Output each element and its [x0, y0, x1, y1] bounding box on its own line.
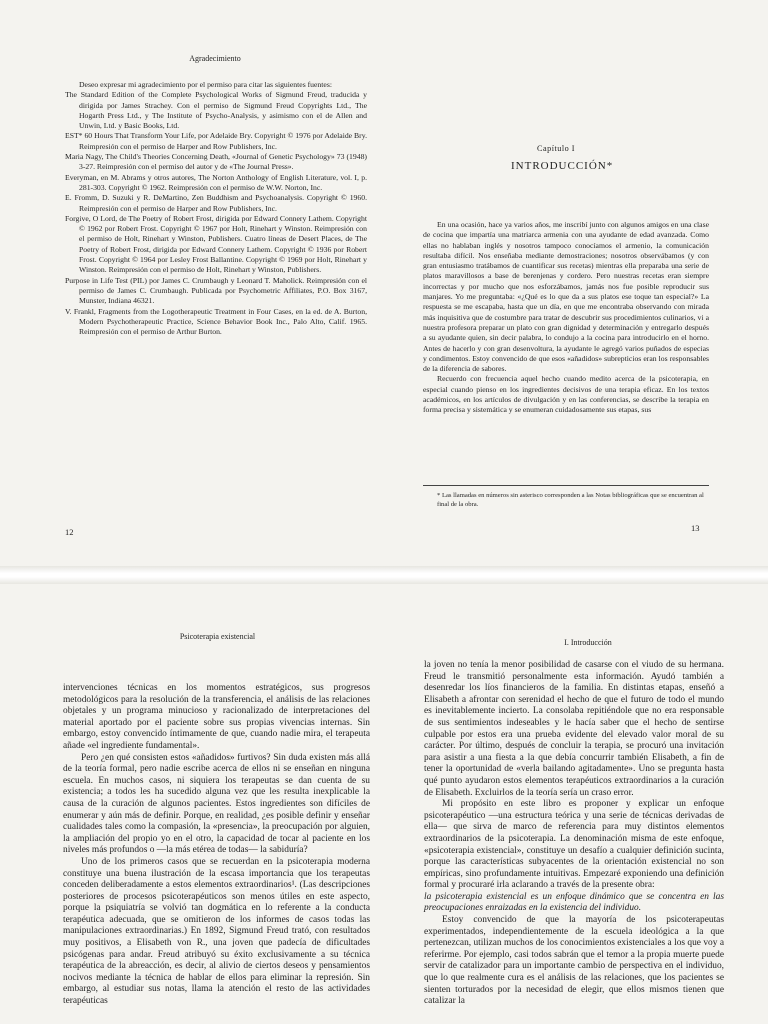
footnote: * Las llamadas en números sin asterisco corresponden a las Notas bibliográficas que se encuentran al final de la obra. — [437, 492, 704, 508]
page-introduction — [415, 48, 715, 548]
introduction-body — [423, 220, 709, 416]
page-number: 13 — [691, 523, 700, 533]
paragraph: En una ocasión, hace ya varios años, me inscribí junto con algunos amigos en una clase de cocina que impartía una matriarca armenia con una ayudante de edad avanzada. Como ellas no hablaban inglés y nosotros tampoco conocíamos el armenio, la comunicación resultaba difícil. Nos enseñaba mediante demostraciones; nosotros observábamos (y con gran entusiasmo tratábamos de cuantificar sus recetas) mientras ella preparaba una serie de platos maravillosos a base de berenjenas y cordero. Pero nuestras recetas eran siempre incorrectas y por mucho que nos esforzábamos, jamás nos fue posible reproducir sus manjares. Yo me preguntaba: «¿Qué es lo que da a sus platos ese toque tan especial?» La respuesta se me escapaba, hasta que un día, en que me encontraba observando con mirada más inquisitiva que de costumbre para tratar de descubrir sus procedimientos culinarios, vi a nuestra profesora preparar un plato con gran dignidad y determinación y entregarlo después a su ayudante quien, sin decir palabra, lo condujo a la cocina para introducirlo en el horno. Antes de hacerlo y con gran desenvoltura, la ayudante le agregó varios puñados de especias y condimentos. Estoy convencido de que esos «añadidos» subrepticios eran los responsables de la diferencia de sabores. — [423, 220, 709, 374]
running-head: Psicoterapia existencial — [179, 632, 256, 641]
paragraph: EST* 60 Hours That Transform Your Life, por Adelaide Bry. Copyright © 1976 por Adelaide Bry. Reimpresión con el permiso de Harper and Row Publishers, Inc. — [65, 131, 367, 151]
paragraph: Pero ¿en qué consisten estos «añadidos» furtivos? Sin duda existen más allá de la teoría formal, pero nadie escribe acerca de ellos ni se enseñan en ninguna escuela. En muchos casos, ni siquiera los terapeutas se dan cuenta de su existencia; a todos les ha sucedido alguna vez que les resulta inexplicable la causa de la curación de algunos pacientes. Estos ingredientes son difíciles de enumerar y aún más de definir. Porque, en realidad, ¿es posible definir y enseñar cualidades tales como la compasión, la «presencia», la preocupación por alguien, la ampliación del propio yo en el otro, la capacidad de tocar al paciente en los niveles más profundos o —la más etérea de todas— la sabiduría? — [63, 752, 370, 856]
scan-page-separator — [0, 566, 768, 584]
paragraph: Mi propósito en este libro es proponer y explicar un enfoque psicoterapéutico —una estructura teórica y una serie de técnicas derivadas de ella— que sirva de marco de referencia para muy distintos elementos extraordinarios de la psicoterapia. La denominación misma de este enfoque, «psicoterapia existencial», constituye un desafío a cualquier definición sucinta, porque las características subyacentes de la orientación existencial no son empíricas, sino profundamente intuitivas. Empezaré exponiendo una definición formal y procuraré irla aclarando a través de la presente obra: — [424, 799, 724, 891]
page-existential-psychotherapy — [55, 630, 380, 1024]
paragraph: la joven no tenía la menor posibilidad de casarse con el viudo de su hermana. Freud le transmitió personalmente esta información. Ayudó también a desenredar los líos financieros de la familia. En distintas etapas, enseñó a Elisabeth a afrontar con serenidad el hecho de que el futuro de todo el mundo es inevitablemente incierto. La consolaba repitiéndole que no era responsable de sus sentimientos indeseables y le hacía saber que el hecho de sentirse culpable por estos era una prueba evidente del elevado valor moral de su carácter. Por último, después de concluir la terapia, se procuró una invitación para asistir a una fiesta a la que debía concurrir también Elisabeth, a fin de tener la oportunidad de «verla bailando agitadamente». Uno se pregunta hasta qué punto ayudaron estos elementos terapéuticos extraordinarios a la curación de Elisabeth. Excluirlos de la teoría sería un craso error. — [424, 660, 724, 798]
paragraph: Uno de los primeros casos que se recuerdan en la psicoterapia moderna constituye una buena ilustración de la escasa importancia que los terapeutas conceden deliberadamente a estos elementos extraordinarios¹. (Las descripciones posteriores de procesos psicoterapéuticos son menos útiles en este aspecto, porque la psiquiatría se volvió tan dogmática en lo referente a la conducta terapéutica adecuada, que se omitieron de los informes de casos todas las manipulaciones extraordinarias.) En 1892, Sigmund Freud trató, con resultados muy positivos, a Elisabeth von R., una joven que padecía de dificultades psicógenas para andar. Freud atribuyó su éxito exclusivamente a su técnica terapéutica de la abreacción, es decir, al alivio de ciertos deseos y pensamientos nocivos mediante la técnica de hablar de ellos para eliminar la represión. Sin embargo, al estudiar sus notas, llama la atención el resto de las actividades terapéuticas — [63, 856, 370, 1007]
page-introduction-continued — [418, 630, 733, 1024]
chapter-label: Capítulo I — [537, 144, 575, 153]
page-body — [424, 660, 724, 1008]
footnote-rule — [423, 485, 709, 486]
paragraph: Estoy convencido de que la mayoría de los psicoterapeutas experimentados, independientemente de la escuela ideológica a la que pertenezcan, utilizan muchos de los conocimientos existenciales a los que voy a referirme. Por ejemplo, casi todos sabrán que el temor a la propia muerte puede servir de catalizador para un importante cambio de perspectiva en el individuo, que lo que realmente cura es el análisis de las relaciones, que los pacientes se sienten torturados por la necesidad de elegir, que ellos mismos tienen que catalizar la — [424, 915, 724, 1007]
acknowledgments-body — [65, 80, 367, 337]
paragraph: Recuerdo con frecuencia aquel hecho cuando medito acerca de la psicoterapia, en especial cuando pienso en los ingredientes decisivos de una terapia eficaz. En los textos académicos, en los artículos de divulgación y en las conferencias, se describe la terapia en forma precisa y sistemática y se enumeran cuidadosamente sus etapas, sus — [423, 374, 709, 415]
page-number: 12 — [65, 527, 74, 537]
paragraph: Purpose in Life Test (PIL) por James C. Crumbaugh y Leonard T. Maholick. Reimpresión con el permiso de James C. Crumbaugh. Publicada por Psychometric Affiliates, P.O. Box 3167, Munster, Indiana 46321. — [65, 275, 367, 306]
page-heading: Agradecimiento — [189, 54, 241, 63]
paragraph: Everyman, en M. Abrams y otros autores, The Norton Anthology of English Literature, vol. I, p. 281-303. Copyright © 1962. Reimpresión con el permiso de W.W. Norton, Inc. — [65, 172, 367, 192]
paragraph: E. Fromm, D. Suzuki y R. DeMartino, Zen Buddhism and Psychoanalysis. Copyright © 1960. Reimpresión con el permiso de Harper and Row Publishers, Inc. — [65, 193, 367, 213]
paragraph: Forgive, O Lord, de The Poetry of Robert Frost, dirigida por Edward Connery Lathem. Copyright © 1962 por Robert Frost. Copyright © 1967 por Holt, Rinehart y Winston. Reimpresión con el permiso de Holt, Rinehart y Winston, Publishers. Cuatro líneas de Desert Places, de The Poetry of Robert Frost, dirigida por Edward Connery Lathem. Copyright © 1936 por Robert Frost. Copyright © 1964 por Lesley Frost Ballantine. Copyright © 1969 por Holt, Rinehart y Winston. Reimpresión con el permiso de Holt, Rinehart y Winston, Publishers. — [65, 213, 367, 275]
paragraph: V. Frankl, Fragments from the Logotherapeutic Treatment in Four Cases, en la ed. de A. Burton, Modern Psychotherapeutic Practice, Science Behavior Book Inc., Palo Alto, Calif. 1965. Reimpresión con el permiso de Arthur Burton. — [65, 306, 367, 337]
page-acknowledgments — [55, 48, 375, 548]
paragraph: intervenciones técnicas en los momentos estratégicos, sus progresos metodológicos para la resolución de la transferencia, el análisis de las relaciones objetales y un programa minucioso y racionalizado de interpretaciones del material aportado por el paciente sobre sus propias vivencias internas. Sin embargo, estoy convencido íntimamente de que, cuando nadie mira, el terapeuta añade «el ingrediente fundamental». — [63, 683, 370, 751]
chapter-title: INTRODUCCIÓN* — [511, 160, 614, 172]
paragraph: Deseo expresar mi agradecimiento por el permiso para citar las siguientes fuentes: — [79, 80, 332, 89]
page-body — [63, 683, 370, 1008]
running-head: I. Introducción — [564, 638, 612, 647]
paragraph: The Standard Edition of the Complete Psychological Works of Sigmund Freud, traducida y dirigida por James Strachey. Con el permiso de Sigmund Freud Copyrights Ltd., The Hogarth Press Ltd., y The Institute of Psycho-Analysis, y asimismo con el de Allen and Unwin, Ltd. y Basic Books, Ltd. — [65, 90, 367, 131]
paragraph: Maria Nagy, The Child's Theories Concerning Death, «Journal of Genetic Psychology» 73 (1948) 3-27. Reimpresión con el permiso del autor y de «The Journal Press». — [65, 152, 367, 172]
emphasized-definition: la psicoterapia existencial es un enfoque dinámico que se concentra en las preocupaciones enraizadas en la existencia del individuo. — [424, 891, 724, 914]
